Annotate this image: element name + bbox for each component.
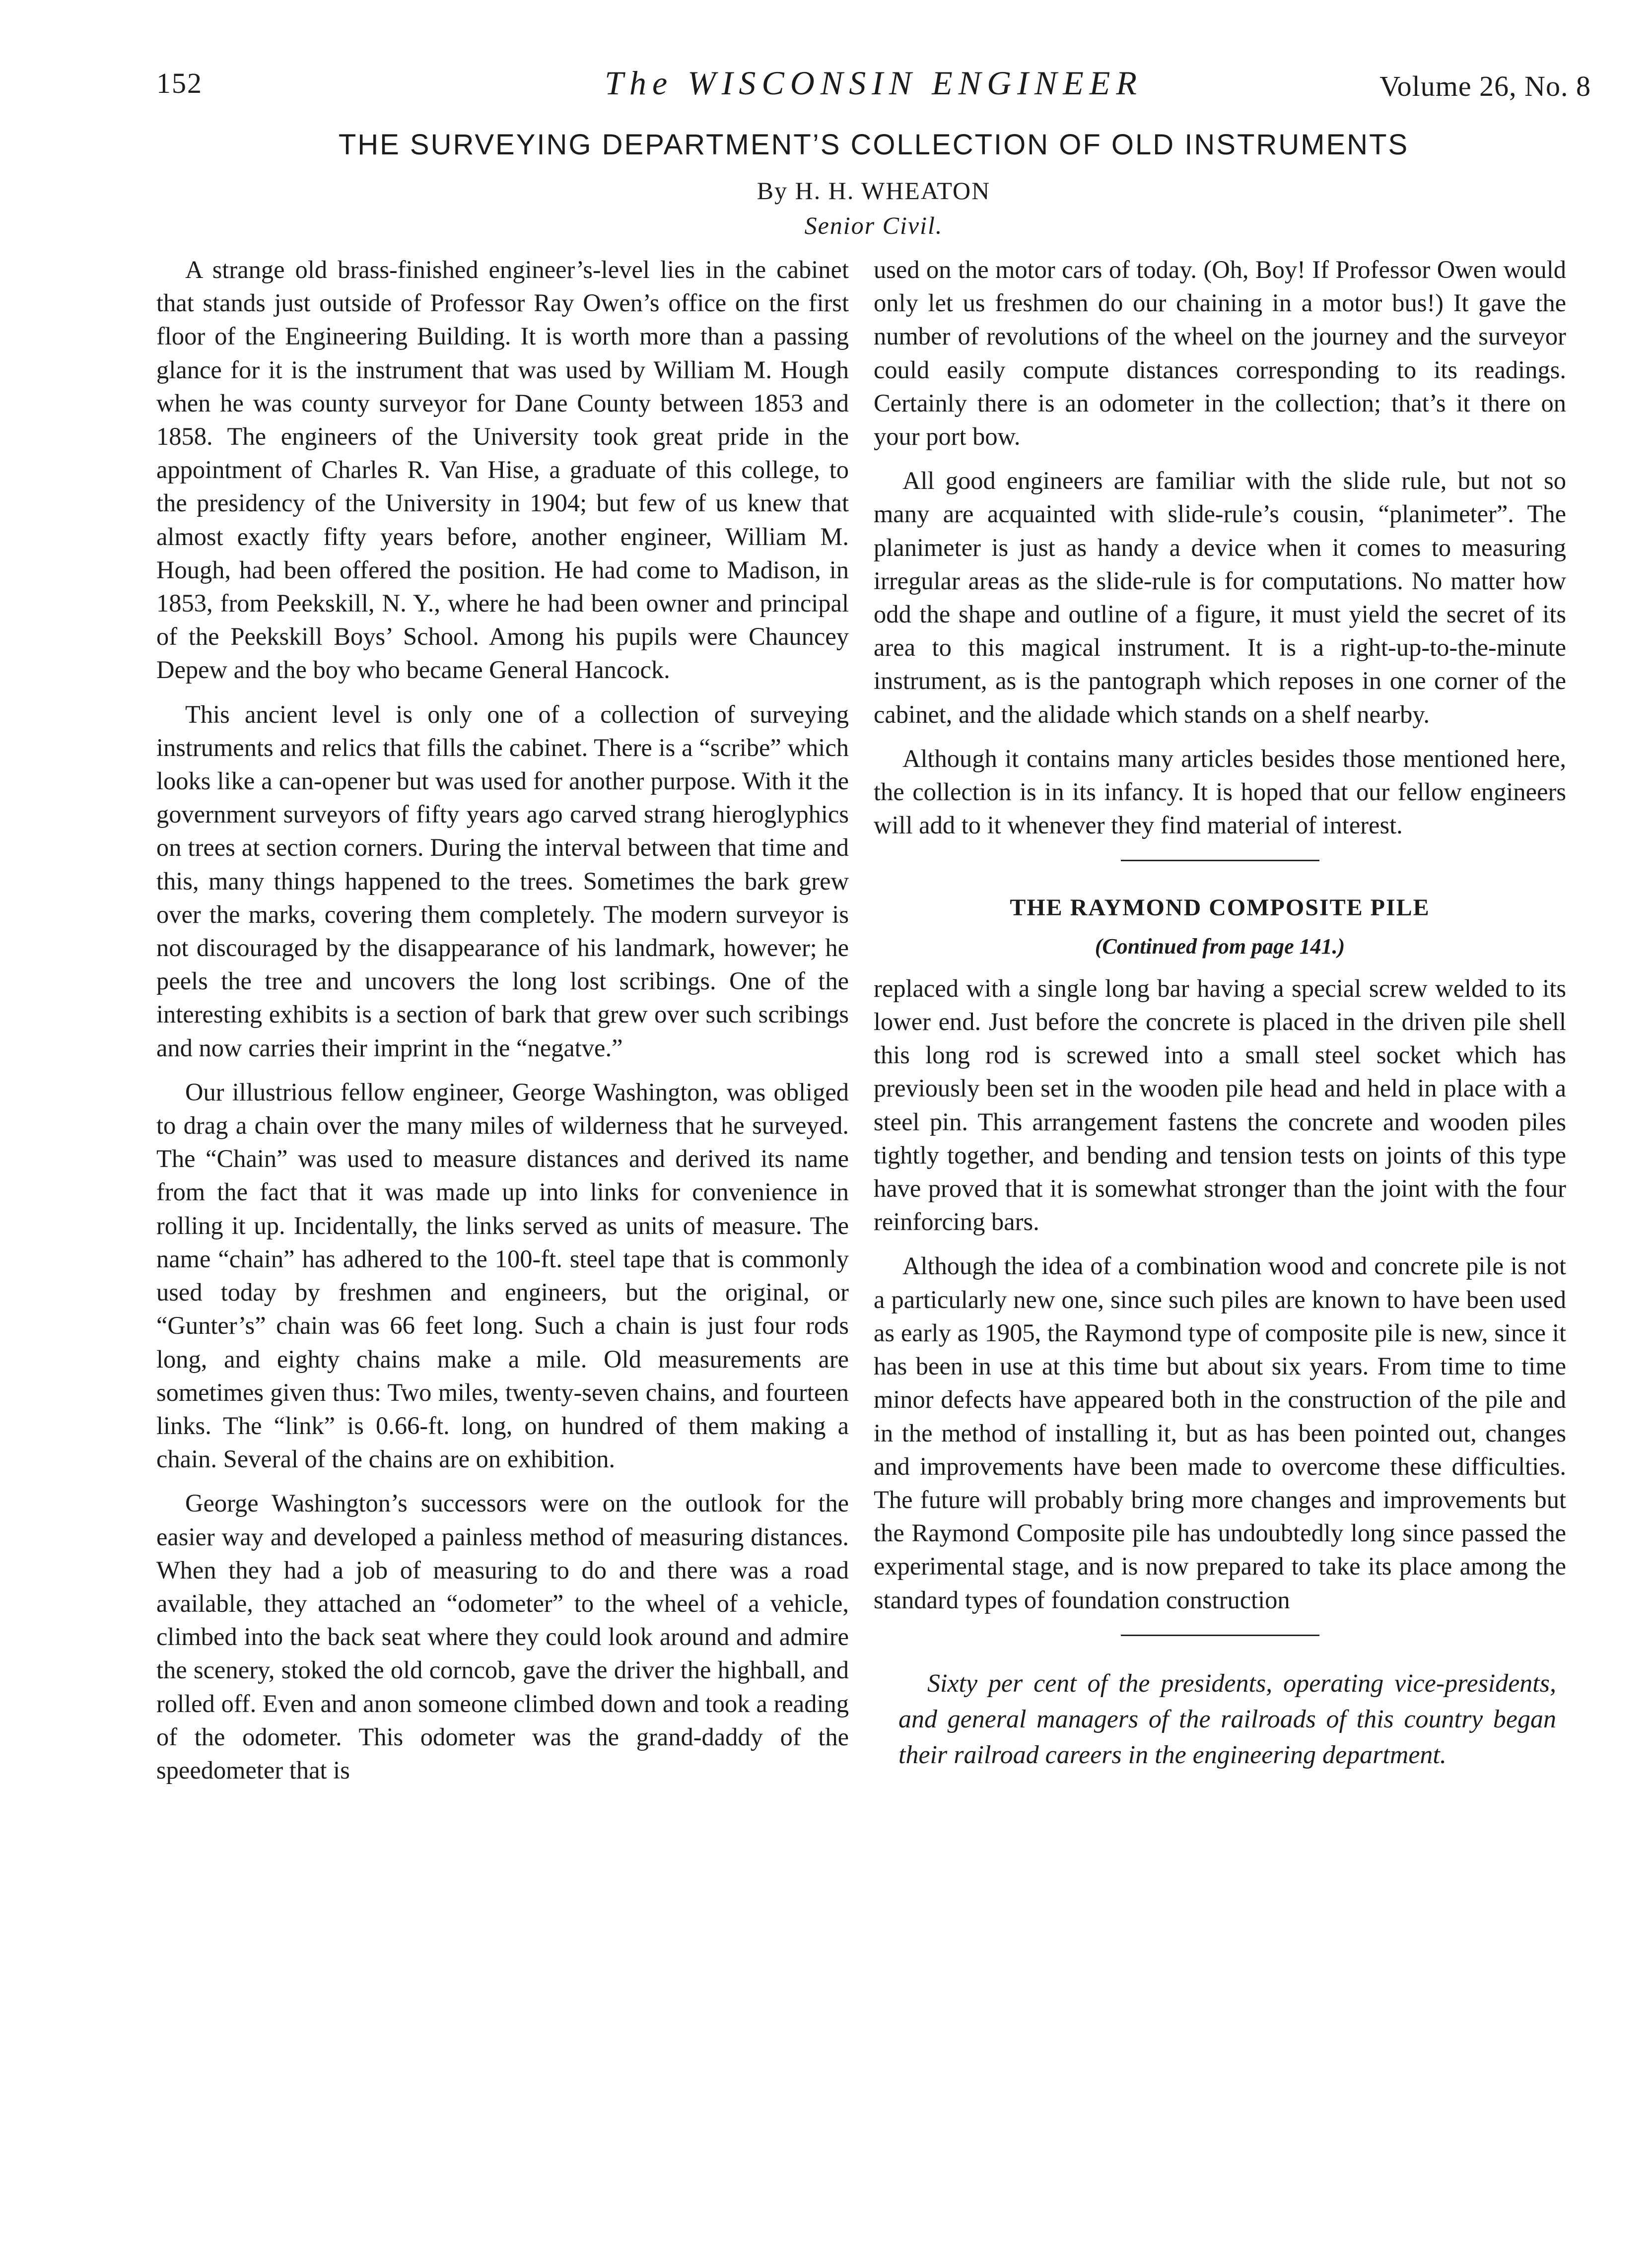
article-paragraph: This ancient level is only one of a collection of surveying instruments and relics that fills the cabinet. There is a “scribe” which looks like a can-opener but was used for another purpose. With it the government surveyors of fifty years ago carved strang hieroglyphics on trees at section corners. During the interval between that time and this, many things happened to the trees. Sometimes the bark grew over the marks, covering them completely. The modern surveyor is not discouraged by the disappearance of his landmark, however; he peels the tree and uncovers the long lost scribings. One of the interesting exhibits is a section of bark that grew over such scribings and now carries their imprint in the “negatve.” bbox=[156, 700, 849, 1062]
volume-issue: Volume 26, No. 8 bbox=[1379, 70, 1591, 102]
article-paragraph: A strange old brass-finished engineer’s-level lies in the cabinet that stands just outside of Professor Ray Owen’s office on the first floor of the Engineering Building. It is worth more than a passing glance for it is the instrument that was used by William M. Hough when he was county surveyor for Dane County between 1853 and 1858. The engineers of the University took great pride in the appointment of Charles R. Van Hise, a graduate of this college, to the presidency of the University in 1904; but few of us knew that almost exactly fifty years before, another engineer, William M. Hough, had been offered the position. He had come to Madison, in 1853, from Peekskill, N. Y., where he had been owner and principal of the Peekskill Boys’ School. Among his pupils were Chauncey Depew and the boy who became General Hancock. bbox=[156, 256, 849, 684]
page-number: 152 bbox=[156, 67, 203, 99]
left-column bbox=[156, 253, 849, 1798]
article-title: THE SURVEYING DEPARTMENT’S COLLECTION OF OLD INSTRUMENTS bbox=[338, 129, 1409, 161]
article-paragraph-continued: used on the motor cars of today. (Oh, Boy! If Professor Owen would only let us freshmen do our chaining in a motor bus!) It gave the number of revolutions of the wheel on the journey and the surveyor could easily compute distances corresponding to its readings. Certainly there is an odometer in the collection; that’s it there on your port bow. bbox=[874, 256, 1566, 451]
author-role: Senior Civil. bbox=[804, 211, 943, 239]
article-paragraph: Although it contains many articles besides those mentioned here, the collection is in its infancy. It is hoped that our fellow engineers will add to it whenever they find material of interest. bbox=[874, 744, 1566, 839]
continuation-note: (Continued from page 141.) bbox=[1095, 934, 1345, 959]
article-paragraph: George Washington’s successors were on the outlook for the easier way and developed a painless method of measuring distances. When they had a job of measuring to do and there was a road available, they attached an “odometer” to the wheel of a vehicle, climbed into the back seat where they could look around and admire the scenery, stoked the old corncob, gave the driver the highball, and rolled off. Even and anon someone climbed down and took a reading of the odometer. This odometer was the grand-daddy of the speedometer that is bbox=[156, 1489, 849, 1784]
byline: By H. H. WHEATON bbox=[757, 177, 991, 205]
article-paragraph: Although the idea of a combination wood and concrete pile is not a particularly new one, since such piles are known to have been used as early as 1905, the Raymond type of composite pile is new, since it has been in use at this time but about six years. From time to time minor defects have appeared both in the construction of the pile and in the method of installing it, but as has been pointed out, changes and improvements have been made to overcome these difficulties. The future will probably bring more changes and improvements but the Raymond Composite pile has undoubtedly long since passed the experimental stage, and is now prepared to take its place among the standard types of foundation construction bbox=[874, 1252, 1566, 1614]
section-title: THE RAYMOND COMPOSITE PILE bbox=[1010, 894, 1430, 921]
article-paragraph: All good engineers are familiar with the slide rule, but not so many are acquainted with slide-rule’s cousin, “planimeter”. The planimeter is just as handy a device when it comes to measuring irregular areas as the slide-rule is for computations. No matter how odd the shape and outline of a figure, it must yield the secret of its area to this magical instrument. It is a right-up-to-the-minute instrument, as is the pantograph which reposes in one corner of the cabinet, and the alidade which stands on a shelf nearby. bbox=[874, 467, 1566, 728]
running-head bbox=[156, 64, 1591, 108]
section-divider bbox=[1121, 1635, 1319, 1636]
right-column bbox=[874, 253, 1566, 1784]
section-divider bbox=[1121, 860, 1319, 861]
journal-title: The WISCONSIN ENGINEER bbox=[605, 64, 1143, 102]
article-paragraph: Our illustrious fellow engineer, George Washington, was obliged to drag a chain over the many miles of wilderness that he surveyed. The “Chain” was used to measure distances and derived its name from the fact that it was made up into links for convenience in rolling it up. Incidentally, the links served as units of measure. The name “chain” has adhered to the 100-ft. steel tape that is commonly used today by freshmen and engineers, but the original, or “Gunter’s” chain was 66 feet long. Such a chain is just four rods long, and eighty chains make a mile. Old measurements are sometimes given thus: Two miles, twenty-seven chains, and fourteen links. The “link” is 0.66-ft. long, on hundred of them making a chain. Several of the chains are on exhibition. bbox=[156, 1078, 849, 1473]
article-paragraph-continued: replaced with a single long bar having a special screw welded to its lower end. Just before the concrete is placed in the driven pile shell this long rod is screwed into a small steel socket which has previously been set in the wooden pile head and held in place with a steel pin. This arrangement fastens the concrete and wooden piles tightly together, and bending and tension tests on joints of this type have proved that it is somewhat stronger than the joint with the four reinforcing bars. bbox=[874, 974, 1566, 1236]
filler-quote: Sixty per cent of the presidents, operating vice-presidents, and general managers of the railroads of this country began their railroad careers in the engineering department. bbox=[898, 1669, 1556, 1769]
